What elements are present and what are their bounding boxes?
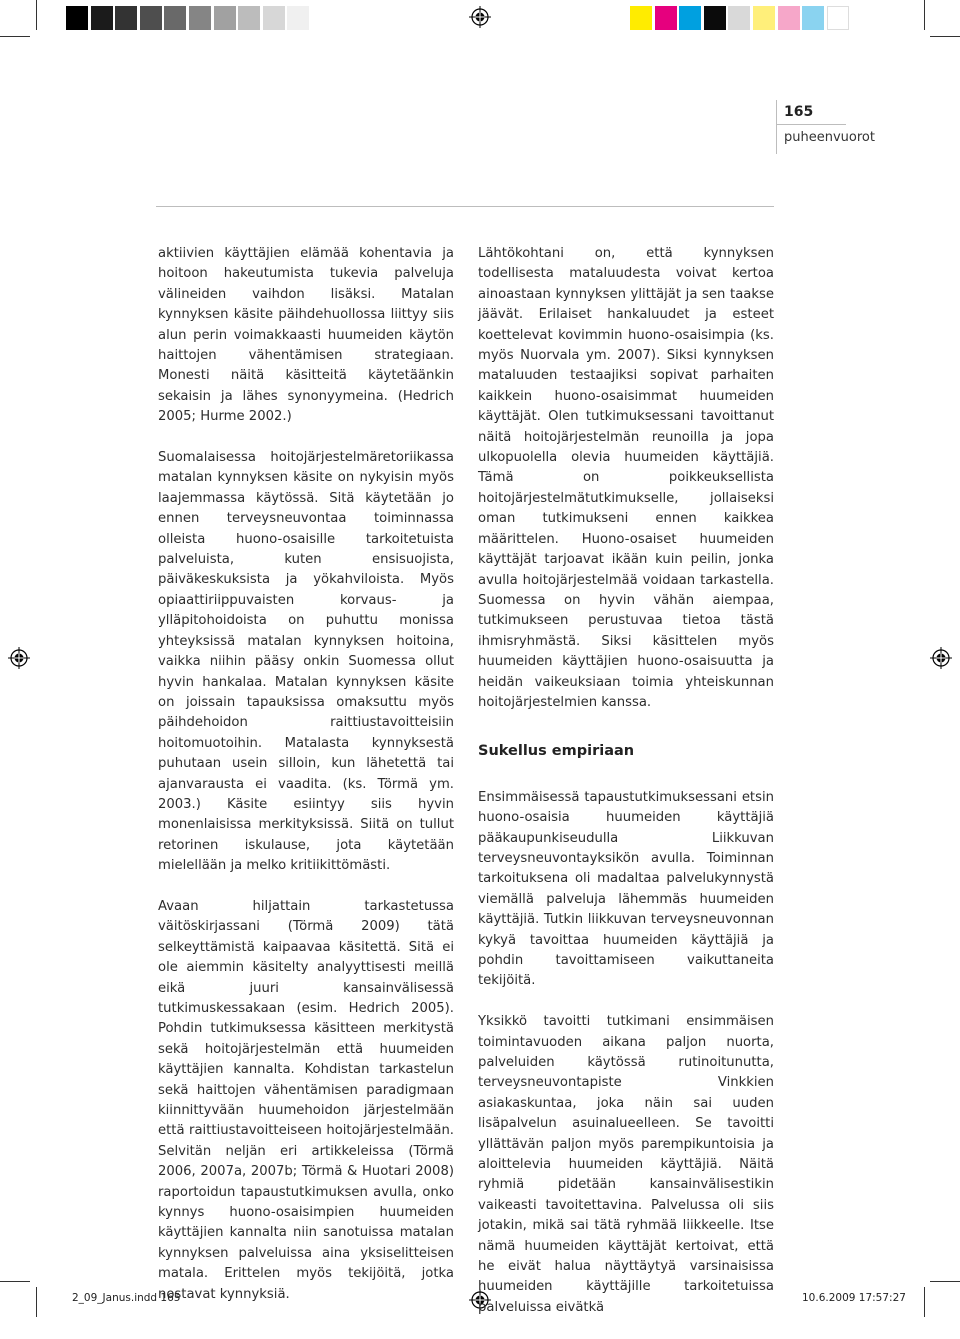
right-column xyxy=(478,244,774,1339)
gray-swatch xyxy=(287,6,309,30)
gray-swatch xyxy=(263,6,285,30)
crop-mark-bottom-left-h xyxy=(0,1281,30,1282)
gray-swatch xyxy=(66,6,88,30)
color-swatch xyxy=(630,6,652,30)
crop-mark-top-left-h xyxy=(0,36,30,37)
crop-mark-top-left xyxy=(36,0,37,30)
paragraph: Ensimmäisessä tapaustutkimuksessani etsin huono-osaisia huumeiden käyttäjiä pääkaupunkiseudulla Liikkuvan terveysneuvontayksikön avulla. Toiminnan tarkoituksena oli madaltaa palvelukynnystä viemällä palveluja lähemmäs huumeiden käyttäjiä. Tutkin liikkuvan terveysneuvonnan kykyä tavoittaa huumeiden käyttäjiä ja pohdin tavoittamiseen vaikuttaneita tekijöitä. xyxy=(478,789,774,989)
gray-swatch xyxy=(91,6,113,30)
paragraph: aktiivien käyttäjien elämää kohentavia ja hoitoon hakeutumista tukevia palveluja välineiden vaihdon lisäksi. Matalan kynnyksen käsite päihdehuollossa liittyy siis alun perin voimakkaasti huumeiden käytön haittojen vähentämisen strategiaan. Monesti näitä käsitteitä käytetäänkin sekaisin ja lähes synonyymeina. (Hedrich 2005; Hurme 2002.) xyxy=(158,246,454,425)
crop-mark-bottom-right xyxy=(924,1287,925,1317)
registration-mark-top-icon xyxy=(469,6,491,28)
left-column xyxy=(158,244,454,1325)
color-swatch xyxy=(704,6,726,30)
color-swatch xyxy=(728,6,750,30)
gray-swatch xyxy=(140,6,162,30)
slug-timestamp: 10.6.2009 17:57:27 xyxy=(802,1292,906,1304)
section-name: puheenvuorot xyxy=(784,130,875,145)
crop-mark-bottom-left xyxy=(36,1287,37,1317)
gray-swatch xyxy=(238,6,260,30)
paragraph: Suomalaisessa hoitojärjestelmäretoriikassa matalan kynnyksen käsite on nykyisin myös laajemmassa käytössä. Sitä käytetään jo ennen terveysneuvontaa toiminnassa olleista huono-osaisille tarkoitetuista palveluista, kuten ensisuojista, päiväkeskuksista ja yökahviloista. Myös opiaattiriippuvaisten korvaus- ja ylläpitohoidoista on puhuttu monissa yhteyksissä matalan kynnyksen hoitoina, vaikka niihin pääsy onkin Suomessa ollut hyvin hankalaa. Matalan kynnyksen käsite on joissain tapauksissa omaksuttu myös päihdehoidon raittiustavoitteisiin hoitomuotoihin. Matalasta kynnyksestä puhutaan usein silloin, kun lähetettä tai ajanvarausta ei vaadita. (ks. Törmä ym. 2003.) Käsite esiintyy siis hyvin monenlaisissa merkityksissä. Siitä on tullut retorinen iskulause, jota käytetään mielellään ja melko kritiikittömästi. xyxy=(158,450,454,874)
section-heading: Sukellus empiriaan xyxy=(478,743,635,760)
slug-file: 2_09_Janus.indd 165 xyxy=(72,1292,181,1304)
header-horizontal-rule xyxy=(156,206,774,207)
header-short-rule xyxy=(776,124,846,125)
registration-mark-right-icon xyxy=(930,647,952,669)
grayscale-calibration-bar xyxy=(66,6,312,30)
color-calibration-bar xyxy=(630,6,851,30)
color-swatch xyxy=(802,6,824,30)
crop-mark-top-right xyxy=(924,0,925,30)
color-swatch xyxy=(679,6,701,30)
paragraph: Lähtökohtani on, että kynnyksen todellisesta mataluudesta voivat kertoa ainoastaan kynnyksen ylittäjät ja sen taakse jäävät. Erilaiset hankaluudet ja esteet koettelevat kovimmin huono-osaisimpia (ks. myös Nuorvala ym. 2007). Siksi kynnyksen mataluuden testaajiksi sopivat parhaiten kaikkein huono-osaisimmat huumeiden käyttäjät. Olen tutkimuksessani tavoittanut näitä hoitojärjestelmän reunoilla ja jopa ulkopuolella olevia huumeiden käyttäjiä. Tämä on poikkeuksellista hoitojärjestelmätutkimukselle, jollaiseksi oman tutkimukseni ennen kaikkea määrittelen. Huono-osaiset huumeiden käyttäjät tarjoavat ikään kuin peilin, jonka avulla hoitojärjestelmää voidaan tarkastella. Suomessa on hyvin vähän aiempaa, tutkimukseen perustuvaa tietoa tästä ihmisryhmästä. Siksi käsittelen myös huumeiden käyttäjien huono-osaisuutta ja heidän vaikeuksiaan toimia yhteiskunnan hoitojärjestelmien kanssa. xyxy=(478,246,774,710)
gray-swatch xyxy=(189,6,211,30)
page-number: 165 xyxy=(784,104,814,120)
header-vertical-rule xyxy=(776,100,777,154)
color-swatch xyxy=(753,6,775,30)
gray-swatch xyxy=(115,6,137,30)
color-swatch xyxy=(827,6,849,30)
gray-swatch xyxy=(164,6,186,30)
color-swatch xyxy=(778,6,800,30)
registration-mark-left-icon xyxy=(8,647,30,669)
color-swatch xyxy=(655,6,677,30)
crop-mark-bottom-right-h xyxy=(930,1281,960,1282)
paragraph: Avaan hiljattain tarkastetussa väitöskirjassani (Törmä 2009) tätä selkeyttämistä kaipaavaa käsitettä. Sitä ei ole aiemmin käsitelty analyyttisesti meillä eikä juuri kansainvälisessä tutkimuskessakaan (esim. Hedrich 2005). Pohdin tutkimuksessa käsitteen merkitystä sekä hoitojärjestelmän että huumeiden käyttäjien kannalta. Kohdistan tarkastelun sekä haittojen vähentämisen paradigmaan kiinnittyvään huumehoidon järjestelmään että raittiustavoitteiseen hoitojärjestelmään. Selvitän neljän eri artikkeleissa (Törmä 2006, 2007a, 2007b; Törmä & Huotari 2008) raportoidun tapaustutkimuksen avulla, onko kynnys huono-osaisimpien huumeiden käyttäjien kannalta niin sanotuissa matalan kynnyksen palveluissa aina yksiselitteisen matala. Erittelen myös tekijöitä, jotka nostavat kynnyksiä. xyxy=(158,898,454,1302)
paragraph: Yksikkö tavoitti tutkimani ensimmäisen toimintavuoden aikana paljon nuorta, palveluiden käytössä rutinoitunutta, terveysneuvontapiste Vinkkien asiakaskuntaa, joka näin sai uuden lisäpalvelun asuinalueelleen. Se tavoitti yllättävän paljon myös parempikuntoisia ja aloittelevia huumeiden käyttäjiä. Näitä ryhmiä pidetään kansainvälisestikin vaikeasti tavoitettavina. Palvelussa oli siis jotakin, mikä sai tätä ryhmää liikkeelle. Itse nämä huumeiden käyttäjät kertoivat, että he eivät halua näyttäytyä varsinaisissa huumeiden käyttäjille tarkoitetuissa palveluissa eivätkä xyxy=(478,1014,774,1315)
gray-swatch xyxy=(214,6,236,30)
crop-mark-top-right-h xyxy=(930,36,960,37)
